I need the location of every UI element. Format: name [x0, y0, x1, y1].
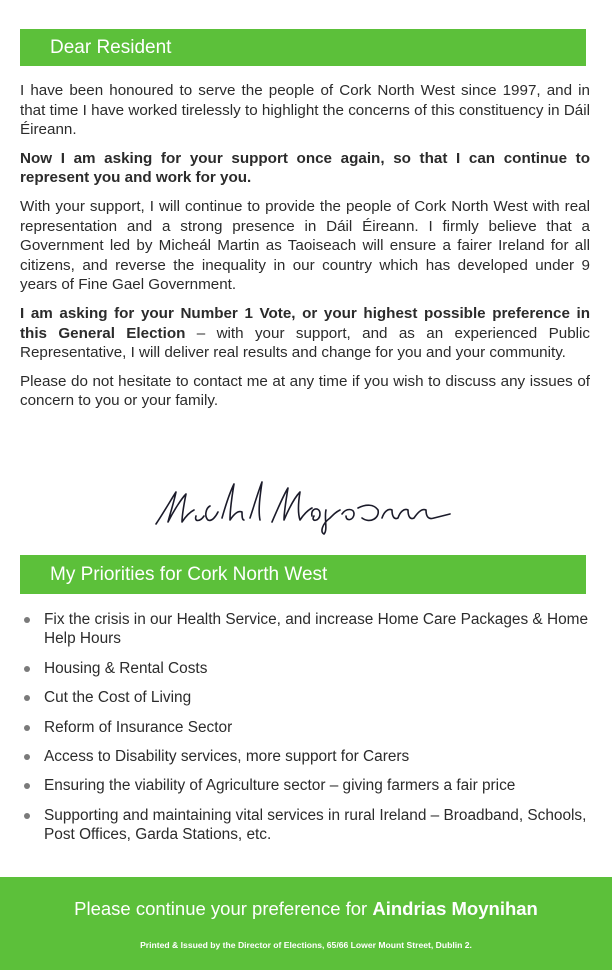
footer-band [0, 877, 612, 970]
imprint-text: Printed & Issued by the Director of Elections, 65/66 Lower Mount Street, Dublin 2. [140, 940, 472, 950]
letter-body [20, 81, 590, 420]
list-item: Fix the crisis in our Health Service, and increase Home Care Packages & Home Help Hours [22, 610, 592, 649]
footer-prefix: Please continue your preference for [74, 898, 373, 919]
priorities-heading: My Priorities for Cork North West [50, 564, 328, 585]
list-item: Access to Disability services, more support for Carers [22, 747, 592, 766]
list-item: Reform of Insurance Sector [22, 718, 592, 737]
signature-image [150, 478, 470, 536]
list-item: Housing & Rental Costs [22, 659, 592, 678]
vote-appeal: I am asking for your Number 1 Vote, or your highest possible preference in this General Election [20, 304, 590, 342]
letter-paragraph-3: With your support, I will continue to provide the people of Cork North West with real representation and a strong presence in Dáil Éireann. I firmly believe that a Government led by Micheál Martin as Taoiseach will ensure a fairer Ireland for all citizens, and reverse the inequality in our country which has developed under 9 years of Fine Gael Government. [20, 197, 590, 294]
letter-paragraph-5: Please do not hesitate to contact me at any time if you wish to discuss any issues of concern to you or your family. [20, 372, 590, 410]
vote-appeal-rest: – with your support, and as an experienced Public Representative, I will deliver real results and change for you and your community. [20, 324, 590, 362]
list-item: Supporting and maintaining vital services in rural Ireland – Broadband, Schools, Post Offices, Garda Stations, etc. [22, 806, 592, 845]
greeting-banner [20, 29, 586, 66]
priorities-banner [20, 555, 586, 594]
letter-paragraph-4 [20, 304, 590, 363]
list-item: Ensuring the viability of Agriculture sector – giving farmers a fair price [22, 776, 592, 795]
candidate-name: Aindrias Moynihan [372, 898, 538, 919]
footer-call-to-action [0, 898, 612, 920]
letter-paragraph-2: Now I am asking for your support once again, so that I can continue to represent you and work for you. [20, 149, 590, 187]
list-item: Cut the Cost of Living [22, 688, 592, 707]
priorities-list [22, 610, 592, 855]
letter-paragraph-1: I have been honoured to serve the people of Cork North West since 1997, and in that time I have worked tirelessly to highlight the concerns of this constituency in Dáil Éireann. [20, 82, 590, 139]
greeting-heading: Dear Resident [50, 37, 172, 58]
